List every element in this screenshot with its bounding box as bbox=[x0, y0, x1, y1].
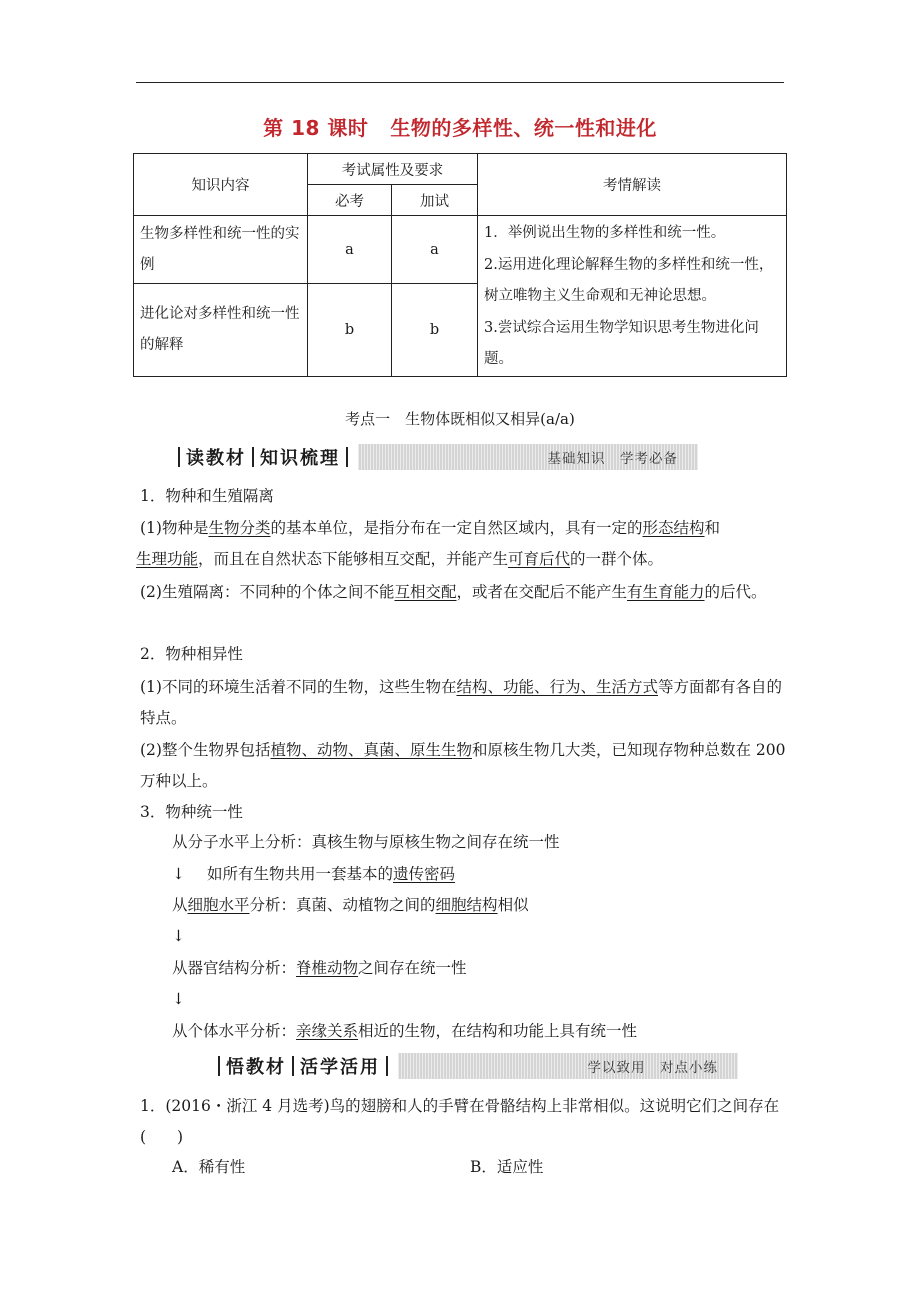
interp-item: 2.运用进化理论解释生物的多样性和统一性，树立唯物主义生命观和无神论思想。 bbox=[484, 256, 774, 304]
question-stem: 1．(2016・浙江 4 月选考)鸟的翅膀和人的手臂在骨骼结构上非常相似。这说明它们之间存在( ) bbox=[140, 1097, 780, 1146]
banner-read-textbook bbox=[172, 444, 698, 470]
table-cell-extra: a bbox=[392, 216, 478, 284]
down-arrow-icon: ↓ bbox=[172, 990, 185, 1008]
paragraph-species: (1)物种是生物分类的基本单位，是指分布在一定自然区域内，具有一定的形态结构和 生理功能，而且在自然状态下能够相互交配，并能产生可育后代的一群个体。 bbox=[136, 519, 721, 568]
banner-label-a: 悟教材 bbox=[226, 1057, 286, 1078]
paragraph-difference-2: (2)整个生物界包括植物、动物、真菌、原生生物和原核生物几大类，已知现存物种总数在 200 万种以上。 bbox=[140, 741, 786, 790]
level-organ: 从器官结构分析：脊椎动物之间存在统一性 bbox=[172, 959, 467, 977]
level-individual: 从个体水平分析：亲缘关系相近的生物，在结构和功能上具有统一性 bbox=[172, 1022, 638, 1040]
banner-label-a: 读教材 bbox=[186, 448, 246, 469]
requirements-table bbox=[133, 153, 787, 377]
banner-apply bbox=[212, 1053, 738, 1079]
level-molecular: 从分子水平上分析：真核生物与原核生物之间存在统一性 bbox=[172, 833, 560, 851]
heading-3: 3．物种统一性 bbox=[140, 803, 243, 821]
interp-item: 1．举例说出生物的多样性和统一性。 bbox=[484, 225, 726, 241]
option-a[interactable]: A．稀有性 bbox=[172, 1158, 246, 1176]
level-code: ↓ 如所有生物共用一套基本的遗传密码 bbox=[172, 865, 456, 883]
table-cell-required: b bbox=[308, 284, 392, 376]
lesson-number: 第 18 课时 bbox=[263, 116, 369, 140]
section-title: 考点一 生物体既相似又相异(a/a) bbox=[345, 410, 575, 428]
heading-2: 2．物种相异性 bbox=[140, 645, 243, 663]
option-b[interactable]: B．适应性 bbox=[470, 1158, 544, 1176]
table-cell-content: 进化论对多样性和统一性的解释 bbox=[134, 284, 308, 376]
header-required: 必考 bbox=[308, 185, 392, 216]
lesson-title bbox=[0, 112, 920, 141]
header-extra: 加试 bbox=[392, 185, 478, 216]
interpretation-cell bbox=[478, 216, 787, 377]
table-cell-content: 生物多样性和统一性的实例 bbox=[134, 216, 308, 284]
banner-tagline: 学以致用 对点小练 bbox=[587, 1060, 718, 1076]
paragraph-isolation: (2)生殖隔离：不同种的个体之间不能互相交配，或者在交配后不能产生有生育能力的后代。 bbox=[140, 583, 767, 601]
header-attributes: 考试属性及要求 bbox=[308, 154, 478, 185]
banner-label-b: 活学活用 bbox=[300, 1057, 380, 1078]
banner-tagline: 基础知识 学考必备 bbox=[547, 451, 678, 467]
down-arrow-icon: ↓ bbox=[172, 927, 185, 945]
header-knowledge: 知识内容 bbox=[134, 154, 308, 216]
banner-label-b: 知识梳理 bbox=[260, 448, 340, 469]
table-cell-required: a bbox=[308, 216, 392, 284]
level-cellular: 从细胞水平分析：真菌、动植物之间的细胞结构相似 bbox=[172, 896, 529, 914]
lesson-topic: 生物的多样性、统一性和进化 bbox=[390, 116, 657, 140]
down-arrow-icon: ↓ bbox=[172, 865, 185, 883]
paragraph-difference-1: (1)不同的环境生活着不同的生物，这些生物在结构、功能、行为、生活方式等方面都有各自的特点。 bbox=[140, 678, 782, 727]
table-cell-extra: b bbox=[392, 284, 478, 376]
header-interpretation: 考情解读 bbox=[478, 154, 787, 216]
header-rule bbox=[136, 82, 784, 83]
interp-item: 3.尝试综合运用生物学知识思考生物进化问题。 bbox=[484, 319, 759, 367]
heading-1: 1．物种和生殖隔离 bbox=[140, 487, 274, 505]
